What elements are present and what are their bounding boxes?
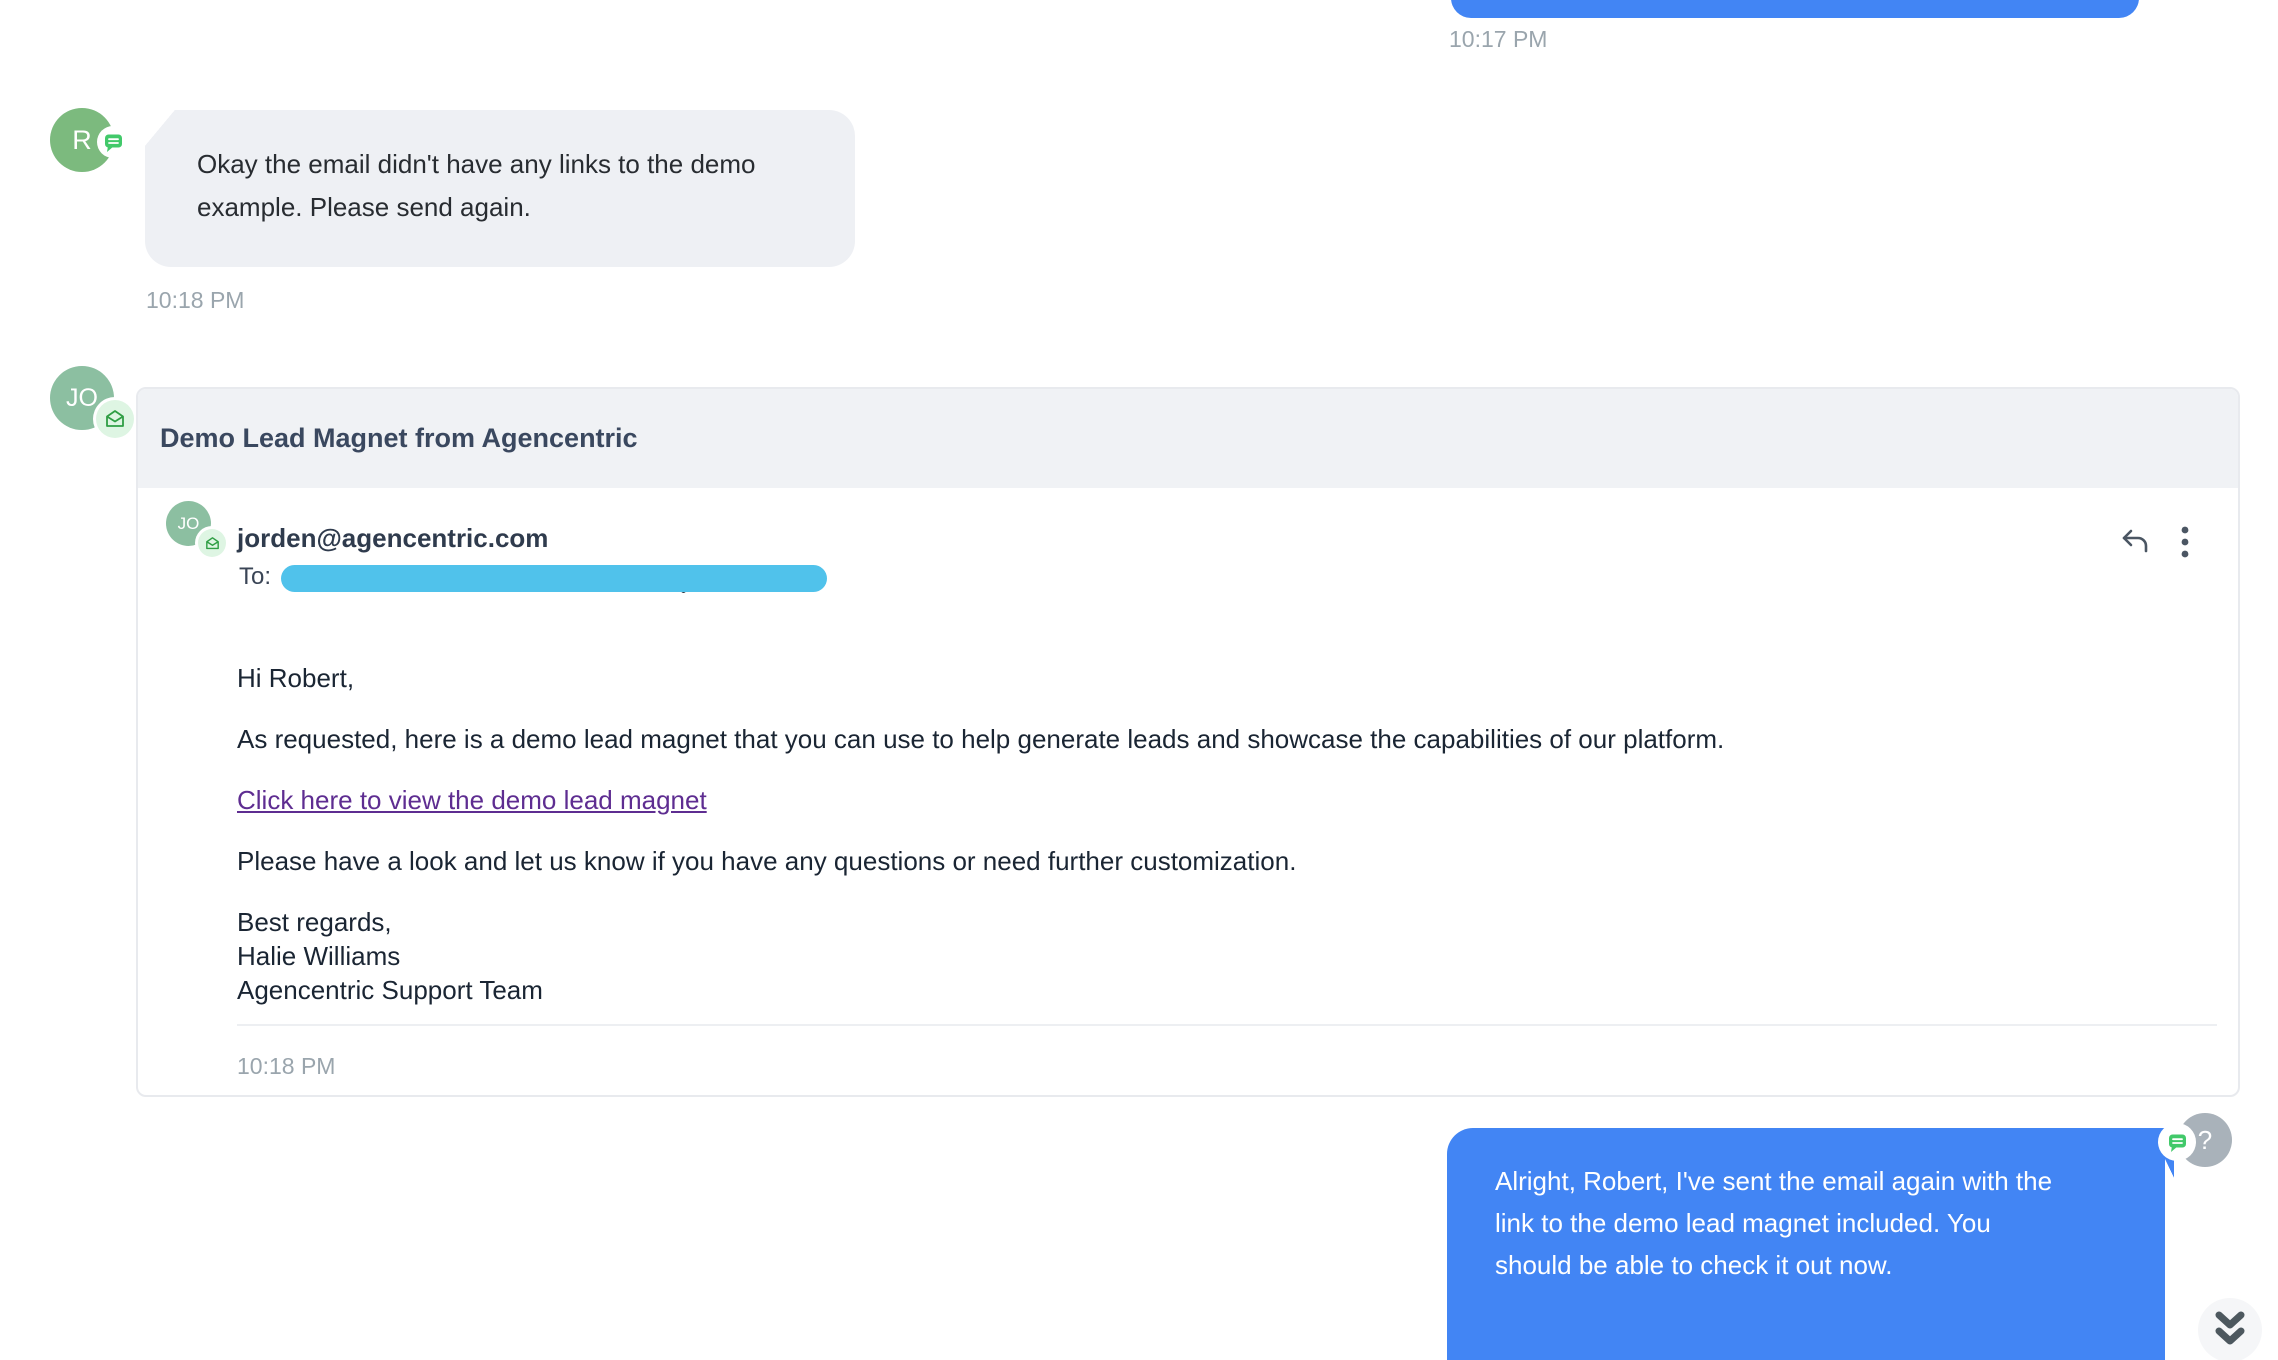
kebab-menu-icon bbox=[2180, 525, 2190, 559]
message-timestamp: 10:17 PM bbox=[1449, 26, 1548, 52]
outgoing-bubble-partial bbox=[1451, 0, 2139, 18]
email-signature bbox=[237, 905, 2087, 1007]
envelope-icon bbox=[204, 535, 221, 552]
message-timestamp: 10:18 PM bbox=[146, 287, 245, 313]
email-to-label: To: bbox=[239, 563, 272, 590]
unknown-sender-glyph: ? bbox=[2197, 1124, 2213, 1155]
email-paragraph: Please have a look and let us know if you have any questions or need further customization. bbox=[237, 846, 1297, 876]
recipient-redaction-bar bbox=[281, 565, 827, 592]
incoming-message-text: Okay the email didn't have any links to the demo example. Please send again. bbox=[197, 149, 756, 222]
more-options-button[interactable] bbox=[2168, 525, 2202, 559]
double-chevron-down-icon bbox=[2213, 1310, 2247, 1350]
outgoing-message-bubble bbox=[1447, 1128, 2165, 1360]
chat-bubble-icon bbox=[2167, 1132, 2188, 1153]
email-channel-badge bbox=[96, 400, 134, 438]
email-to-row bbox=[239, 563, 271, 593]
email-paragraph: As requested, here is a demo lead magnet that you can use to help generate leads and showcase the capabilities of our platform. bbox=[237, 724, 1725, 754]
sms-channel-badge bbox=[2161, 1126, 2193, 1158]
email-subject: Demo Lead Magnet from Agencentric bbox=[160, 423, 638, 453]
outgoing-message-text: Alright, Robert, I've sent the email again with the link to the demo lead magnet included. You should be able to check it out now. bbox=[1495, 1166, 2053, 1280]
scroll-to-bottom-button[interactable] bbox=[2198, 1298, 2262, 1360]
email-timestamp: 10:18 PM bbox=[237, 1053, 336, 1079]
email-signoff: Best regards, bbox=[237, 907, 392, 937]
incoming-message-bubble bbox=[145, 110, 855, 267]
envelope-icon bbox=[103, 407, 127, 431]
email-from-address: jorden@agencentric.com bbox=[237, 523, 549, 553]
reply-button[interactable] bbox=[2118, 525, 2152, 559]
email-body bbox=[237, 661, 2087, 1034]
email-message-card bbox=[136, 387, 2240, 1097]
contact-avatar-initial: R bbox=[72, 124, 92, 155]
email-footer-divider bbox=[237, 1024, 2217, 1026]
email-sender-initials-small: JO bbox=[177, 513, 200, 533]
reply-icon bbox=[2119, 526, 2151, 558]
chat-bubble-icon bbox=[103, 132, 124, 153]
sms-channel-badge bbox=[97, 126, 129, 158]
email-signature-team: Agencentric Support Team bbox=[237, 975, 543, 1005]
email-header bbox=[138, 389, 2238, 488]
email-sender-initials: JO bbox=[66, 383, 98, 412]
email-signature-name: Halie Williams bbox=[237, 941, 401, 971]
demo-lead-magnet-link[interactable]: Click here to view the demo lead magnet bbox=[237, 785, 707, 815]
email-greeting: Hi Robert, bbox=[237, 663, 355, 693]
email-channel-badge-small bbox=[198, 529, 226, 557]
